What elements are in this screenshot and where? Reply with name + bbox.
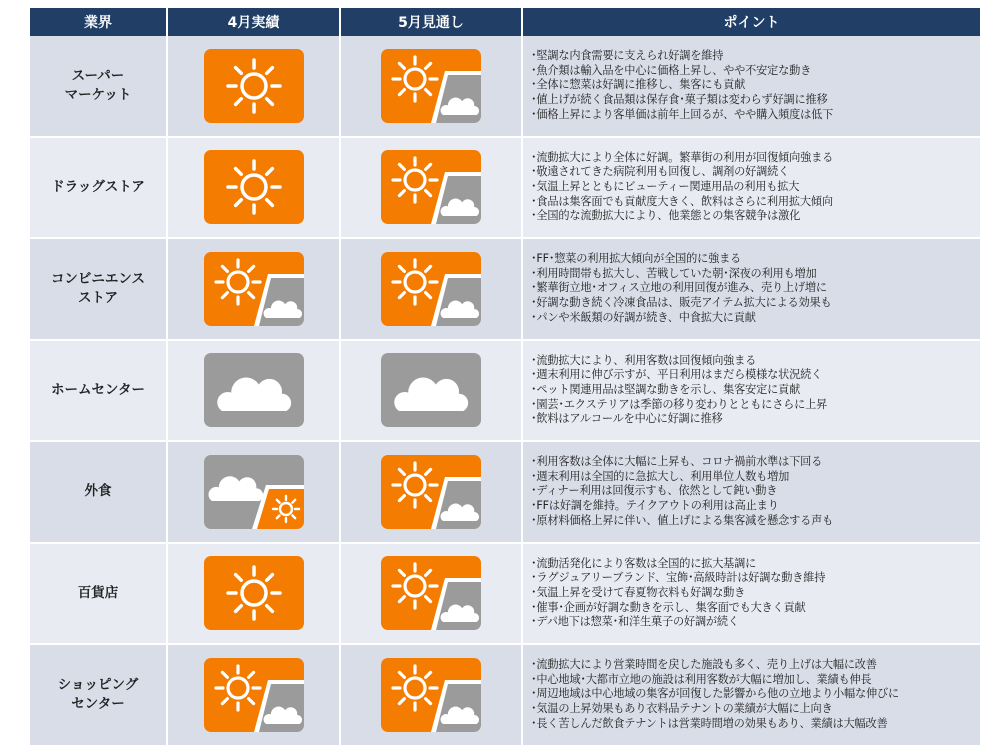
points-cell bbox=[523, 239, 980, 339]
point-item: ･長く苦しんだ飲食テナントは営業時間増の効果もあり、業績は大幅改善 bbox=[531, 716, 888, 730]
header-points: ポイント bbox=[723, 15, 780, 31]
table-header bbox=[30, 8, 980, 36]
points-list bbox=[531, 557, 825, 630]
point-item: ･飲料はアルコールを中心に好調に推移 bbox=[531, 412, 723, 426]
industry-name: 百貨店 bbox=[77, 584, 119, 601]
points-list bbox=[531, 658, 899, 731]
point-item: ･敬遠されてきた病院利用も回復し、調剤の好調続く bbox=[531, 165, 790, 179]
industry-cell bbox=[30, 239, 168, 339]
points-cell bbox=[523, 341, 980, 441]
may-weather-cell bbox=[341, 239, 523, 339]
sunny-weather-icon bbox=[204, 49, 304, 123]
point-item: ･園芸･エクステリアは季節の移り変わりとともにさらに上昇 bbox=[531, 397, 828, 411]
point-item: ･好調な動き続く冷凍食品は、販売アイテム拡大による効果も bbox=[531, 296, 832, 310]
point-item: ･ペット関連用品は堅調な動きを示し、集客安定に貢献 bbox=[531, 382, 801, 396]
point-item: ･ラグジュアリーブランド、宝飾･高級時計は好調な動き維持 bbox=[531, 571, 826, 585]
point-item: ･繁華街立地･オフィス立地の利用回復が進み、売り上げ増に bbox=[531, 281, 827, 295]
cloudy-sunny-weather-icon bbox=[204, 455, 304, 529]
sunny-cloudy-weather-icon bbox=[381, 455, 481, 529]
table-row bbox=[30, 36, 980, 138]
point-item: ･デパ地下は惣菜･和洋生菓子の好調が続く bbox=[531, 615, 739, 629]
point-item: ･気温上昇を受けて春夏物衣料も好調な動き bbox=[531, 585, 746, 599]
may-weather-cell bbox=[341, 36, 523, 136]
point-item: ･周辺地域は中心地域の集客が回復した影響から他の立地より小幅な伸びに bbox=[531, 687, 899, 701]
point-item: ･気温の上昇効果もあり衣料品テナントの業績が大幅に上向き bbox=[531, 702, 833, 716]
april-weather-cell bbox=[168, 544, 341, 644]
cloudy-weather-icon bbox=[204, 353, 304, 427]
industry-cell bbox=[30, 341, 168, 441]
table-row bbox=[30, 239, 980, 341]
point-item: ･全国的な流動拡大により、他業態との集客競争は激化 bbox=[531, 209, 801, 223]
point-item: ･FFは好調を維持。テイクアウトの利用は高止まり bbox=[531, 499, 779, 513]
sunny-cloudy-weather-icon bbox=[381, 252, 481, 326]
points-cell bbox=[523, 544, 980, 644]
april-weather-cell bbox=[168, 341, 341, 441]
points-cell bbox=[523, 645, 980, 745]
point-item: ･利用時間帯も拡大し、苦戦していた朝･深夜の利用も増加 bbox=[531, 266, 817, 280]
points-list bbox=[531, 455, 833, 528]
point-item: ･ディナー利用は回復示すも、依然として鈍い動き bbox=[531, 484, 778, 498]
may-weather-cell bbox=[341, 645, 523, 745]
april-weather-cell bbox=[168, 645, 341, 745]
industry-name: コンビニエンス ストア bbox=[50, 270, 146, 306]
table-row bbox=[30, 341, 980, 443]
points-list bbox=[531, 49, 833, 122]
point-item: ･利用客数は全体に大幅に上昇も、コロナ禍前水準は下回る bbox=[531, 455, 823, 469]
sunny-weather-icon bbox=[204, 150, 304, 224]
point-item: ･FF･惣菜の利用拡大傾向が全国的に強まる bbox=[531, 252, 742, 266]
table-row bbox=[30, 544, 980, 646]
point-item: ･価格上昇により客単価は前年上回るが、やや購入頻度は低下 bbox=[531, 107, 834, 121]
industry-name: 外食 bbox=[84, 483, 112, 500]
point-item: ･値上げが続く食品類は保存食･菓子類は変わらず好調に推移 bbox=[531, 93, 828, 107]
sunny-cloudy-weather-icon bbox=[381, 556, 481, 630]
april-weather-cell bbox=[168, 442, 341, 542]
april-weather-cell bbox=[168, 239, 341, 339]
header-industry: 業界 bbox=[30, 8, 168, 36]
points-cell bbox=[523, 138, 980, 238]
sunny-cloudy-weather-icon bbox=[204, 658, 304, 732]
april-weather-cell bbox=[168, 36, 341, 136]
may-weather-cell bbox=[341, 341, 523, 441]
table-row bbox=[30, 138, 980, 240]
sunny-cloudy-weather-icon bbox=[381, 658, 481, 732]
may-weather-cell bbox=[341, 442, 523, 542]
forecast-table bbox=[30, 8, 980, 747]
point-item: ･気温上昇とともにビューティー関連用品の利用も拡大 bbox=[531, 179, 800, 193]
header-may-outlook: 5月見通し bbox=[341, 8, 523, 36]
may-weather-cell bbox=[341, 138, 523, 238]
cloudy-weather-icon bbox=[381, 353, 481, 427]
point-item: ･原材料価格上昇に伴い、値上げによる集客減を懸念する声も bbox=[531, 513, 834, 527]
industry-cell bbox=[30, 442, 168, 542]
point-item: ･流動拡大により、利用客数は回復傾向強まる bbox=[531, 353, 757, 367]
sunny-cloudy-weather-icon bbox=[204, 252, 304, 326]
points-cell bbox=[523, 442, 980, 542]
april-weather-cell bbox=[168, 138, 341, 238]
point-item: ･全体に惣菜は好調に推移し、集客にも貢献 bbox=[531, 78, 746, 92]
industry-name: ドラッグストア bbox=[51, 178, 145, 195]
industry-cell bbox=[30, 138, 168, 238]
point-item: ･堅調な内食需要に支えられ好調を維持 bbox=[531, 49, 724, 63]
points-list bbox=[531, 151, 833, 224]
industry-cell bbox=[30, 36, 168, 136]
industry-cell bbox=[30, 645, 168, 745]
industry-name: ショッピング センター bbox=[57, 676, 139, 712]
point-item: ･魚介類は輸入品を中心に価格上昇し、やや不安定な動き bbox=[531, 63, 812, 77]
points-list bbox=[531, 252, 832, 325]
table-row bbox=[30, 442, 980, 544]
points-list bbox=[531, 354, 827, 427]
sunny-cloudy-weather-icon bbox=[381, 150, 481, 224]
point-item: ･食品は集客面でも貢献度大きく、飲料はさらに利用拡大傾向 bbox=[531, 194, 833, 208]
point-item: ･パンや米飯類の好調が続き、中食拡大に貢献 bbox=[531, 310, 756, 324]
point-item: ･流動拡大により全体に好調。繁華街の利用が回復傾向強まる bbox=[531, 150, 834, 164]
point-item: ･流動活発化により客数は全国的に拡大基調に bbox=[531, 556, 757, 570]
may-weather-cell bbox=[341, 544, 523, 644]
point-item: ･流動拡大により営業時間を戻した施設も多く、売り上げは大幅に改善 bbox=[531, 658, 877, 672]
point-item: ･週末利用は全国的に急拡大し、利用単位人数も増加 bbox=[531, 469, 790, 483]
sunny-weather-icon bbox=[204, 556, 304, 630]
industry-name: スーパー マーケット bbox=[64, 67, 132, 103]
industry-name: ホームセンター bbox=[51, 381, 145, 398]
sunny-cloudy-weather-icon bbox=[381, 49, 481, 123]
points-cell bbox=[523, 36, 980, 136]
table-row bbox=[30, 645, 980, 747]
header-april-result: 4月実績 bbox=[168, 8, 341, 36]
industry-cell bbox=[30, 544, 168, 644]
point-item: ･中心地域･大都市立地の施設は利用客数が大幅に増加し、業績も伸長 bbox=[531, 672, 872, 686]
point-item: ･催事･企画が好調な動きを示し、集客面でも大きく貢献 bbox=[531, 600, 806, 614]
table-body bbox=[30, 36, 980, 747]
point-item: ･週末利用に伸び示すが、平日利用はまだら模様な状況続く bbox=[531, 368, 823, 382]
